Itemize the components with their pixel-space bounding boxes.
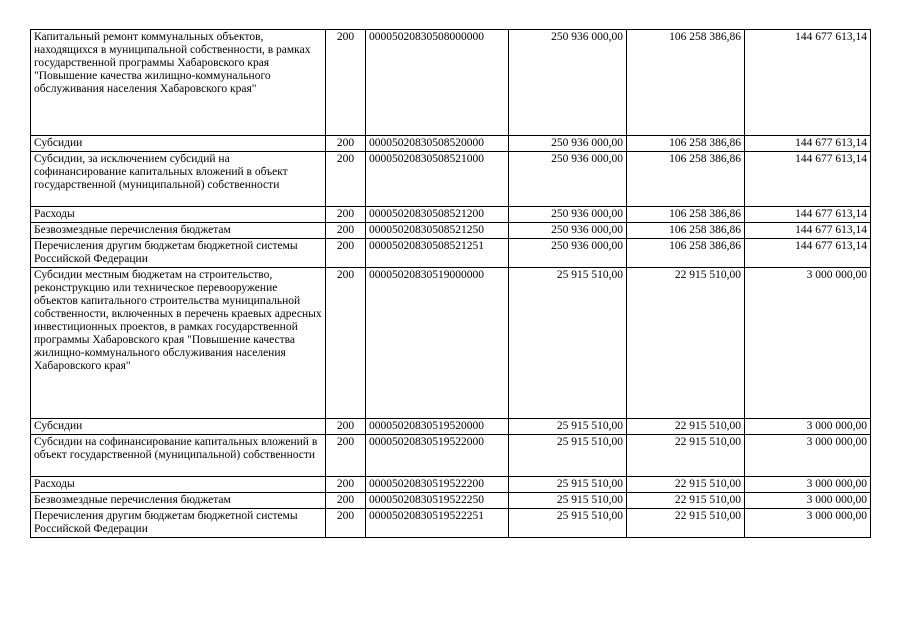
table-row [31,268,871,419]
row-plan: 250 936 000,00 [509,136,627,152]
row-plan: 250 936 000,00 [509,30,627,136]
row-executed: 106 258 386,86 [627,152,745,207]
row-remaining: 144 677 613,14 [745,223,871,239]
row-name: Перечисления другим бюджетам бюджетной системы Российской Федерации [31,239,326,268]
row-plan: 250 936 000,00 [509,223,627,239]
row-kbk: 00005020830519522200 [366,477,509,493]
row-kbk: 00005020830508521250 [366,223,509,239]
row-kbk: 00005020830508521251 [366,239,509,268]
row-plan: 250 936 000,00 [509,152,627,207]
row-remaining: 144 677 613,14 [745,30,871,136]
row-code: 200 [326,30,366,136]
table-row [31,136,871,152]
row-plan: 25 915 510,00 [509,419,627,435]
table-row [31,435,871,477]
row-kbk: 00005020830519522251 [366,509,509,538]
row-name: Капитальный ремонт коммунальных объектов, находящихся в муниципальной собственности, в рамках государственной программы Хабаровского края "Повышение качества жилищно-коммунального обслуживания населения Хабаровского края" [31,30,326,136]
row-plan: 250 936 000,00 [509,207,627,223]
row-kbk: 00005020830519520000 [366,419,509,435]
row-plan: 25 915 510,00 [509,509,627,538]
row-executed: 106 258 386,86 [627,223,745,239]
row-executed: 106 258 386,86 [627,30,745,136]
table-row [31,30,871,136]
row-code: 200 [326,268,366,419]
row-kbk: 00005020830508520000 [366,136,509,152]
row-code: 200 [326,509,366,538]
row-executed: 22 915 510,00 [627,477,745,493]
row-plan: 25 915 510,00 [509,477,627,493]
row-remaining: 3 000 000,00 [745,509,871,538]
row-executed: 106 258 386,86 [627,207,745,223]
row-code: 200 [326,239,366,268]
row-code: 200 [326,223,366,239]
row-executed: 22 915 510,00 [627,493,745,509]
table-row [31,152,871,207]
table-row [31,509,871,538]
row-kbk: 00005020830519522250 [366,493,509,509]
row-name: Субсидии местным бюджетам на строительство, реконструкцию или техническое перевооружение объектов капитального строительства муниципальной собственности, включенных в перечень краевых адресных инвестиционных проектов, в рамках государственной программы Хабаровского края "Повышение качества жилищно-коммунального обслуживания населения Хабаровского края" [31,268,326,419]
table-row [31,239,871,268]
row-code: 200 [326,152,366,207]
row-kbk: 00005020830508521200 [366,207,509,223]
row-plan: 25 915 510,00 [509,493,627,509]
row-kbk: 00005020830519522000 [366,435,509,477]
row-remaining: 144 677 613,14 [745,207,871,223]
row-plan: 25 915 510,00 [509,435,627,477]
row-name: Расходы [31,207,326,223]
table-row [31,223,871,239]
row-executed: 22 915 510,00 [627,435,745,477]
row-kbk: 00005020830508521000 [366,152,509,207]
row-executed: 22 915 510,00 [627,268,745,419]
row-code: 200 [326,419,366,435]
row-plan: 250 936 000,00 [509,239,627,268]
table-row [31,207,871,223]
row-remaining: 144 677 613,14 [745,239,871,268]
row-code: 200 [326,493,366,509]
row-executed: 106 258 386,86 [627,239,745,268]
row-executed: 22 915 510,00 [627,419,745,435]
row-remaining: 3 000 000,00 [745,435,871,477]
row-name: Расходы [31,477,326,493]
row-name: Перечисления другим бюджетам бюджетной системы Российской Федерации [31,509,326,538]
row-code: 200 [326,136,366,152]
row-executed: 22 915 510,00 [627,509,745,538]
row-remaining: 3 000 000,00 [745,493,871,509]
table-row [31,477,871,493]
table-row [31,493,871,509]
row-code: 200 [326,435,366,477]
budget-table [30,29,871,538]
row-name: Субсидии [31,419,326,435]
row-remaining: 3 000 000,00 [745,268,871,419]
row-code: 200 [326,477,366,493]
row-kbk: 00005020830508000000 [366,30,509,136]
row-remaining: 3 000 000,00 [745,477,871,493]
row-kbk: 00005020830519000000 [366,268,509,419]
row-remaining: 3 000 000,00 [745,419,871,435]
table-row [31,419,871,435]
row-remaining: 144 677 613,14 [745,152,871,207]
row-remaining: 144 677 613,14 [745,136,871,152]
row-name: Субсидии, за исключением субсидий на софинансирование капитальных вложений в объект государственной (муниципальной) собственности [31,152,326,207]
row-name: Субсидии на софинансирование капитальных вложений в объект государственной (муниципальной) собственности [31,435,326,477]
row-code: 200 [326,207,366,223]
row-plan: 25 915 510,00 [509,268,627,419]
row-name: Безвозмездные перечисления бюджетам [31,223,326,239]
row-name: Субсидии [31,136,326,152]
row-executed: 106 258 386,86 [627,136,745,152]
row-name: Безвозмездные перечисления бюджетам [31,493,326,509]
